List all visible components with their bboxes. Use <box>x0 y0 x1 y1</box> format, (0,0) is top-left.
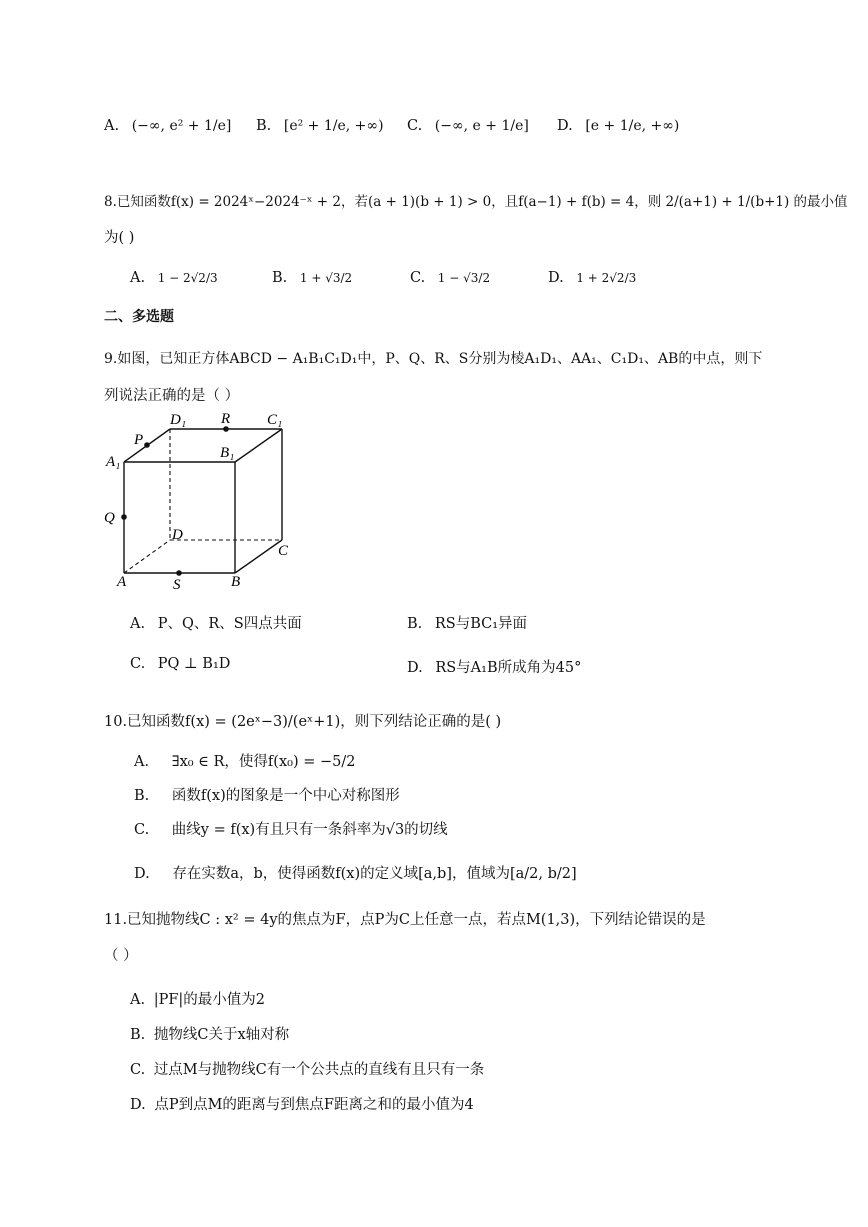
q7-option-b <box>256 118 384 134</box>
option-letter: B. <box>407 616 423 632</box>
option-text: PQ ⊥ B₁D <box>157 656 231 672</box>
q11-option-d <box>130 1093 474 1114</box>
q9-stem-line1: 9.如图，已知正方体ABCD − A₁B₁C₁D₁中，P、Q、R、S分别为棱A₁D₁、AA₁、C₁D₁、AB的中点，则下 <box>104 351 763 367</box>
point-p <box>144 442 150 448</box>
q7-option-a <box>104 118 231 134</box>
option-text: 点P到点M的距离与到焦点F距离之和的最小值为4 <box>154 1097 474 1113</box>
option-letter: C. <box>134 822 150 838</box>
edge-bc <box>235 540 282 573</box>
option-text: ∃x₀ ∈ R，使得f(x₀) = −5/2 <box>171 754 356 770</box>
section-heading: 二、多选题 <box>104 309 174 325</box>
option-letter: D. <box>134 866 150 882</box>
cube-figure <box>100 408 300 593</box>
label-d: D <box>172 527 183 543</box>
option-letter: A. <box>130 270 146 286</box>
label-s: S <box>173 577 181 593</box>
option-letter: B. <box>130 1027 146 1043</box>
option-letter: C. <box>130 656 146 672</box>
option-letter: C. <box>410 270 426 286</box>
q8-stem-line1: 8.已知函数f(x) = 2024ˣ−2024⁻ˣ + 2，若(a + 1)(b + 1) > 0，且f(a−1) + f(b) = 4，则 2/(a+1) + 1/(b+1) 的最小值 <box>104 194 848 210</box>
option-letter: D. <box>130 1097 146 1113</box>
edge-b1c1 <box>235 429 282 462</box>
option-text: 存在实数a，b，使得函数f(x)的定义域[a,b]，值域为[a/2, b/2] <box>172 866 577 882</box>
option-letter: B. <box>272 270 288 286</box>
point-r <box>223 426 229 432</box>
option-letter: C. <box>130 1062 146 1078</box>
q9-option-c <box>130 656 230 672</box>
q9-option-b <box>407 612 527 633</box>
label-c: C <box>278 543 289 559</box>
option-letter: A. <box>104 118 120 134</box>
label-b: B <box>231 574 241 590</box>
option-letter: D. <box>548 270 564 286</box>
point-q <box>121 514 127 520</box>
q8-option-c <box>410 270 490 286</box>
q8-option-b <box>272 270 352 286</box>
q8-option-d <box>548 270 636 286</box>
label-p: P <box>134 432 144 448</box>
q9-option-a <box>130 612 302 633</box>
option-expr: [e + 1/e, +∞) <box>585 118 680 134</box>
q11-option-c <box>130 1058 484 1079</box>
q11-stem-line2: （ ） <box>104 948 138 964</box>
option-text: |PF|的最小值为2 <box>153 992 266 1008</box>
label-c1: C₁ <box>267 412 283 428</box>
option-text: 过点M与抛物线C有一个公共点的直线有且只有一条 <box>153 1062 485 1078</box>
label-a: A <box>117 574 127 590</box>
q10-option-d <box>134 862 577 883</box>
q11-option-b <box>130 1023 289 1044</box>
option-expr: 1 − 2√2/3 <box>157 271 218 285</box>
q10-option-b <box>134 784 400 805</box>
option-letter: D. <box>557 118 573 134</box>
option-text: 抛物线C关于x轴对称 <box>153 1027 290 1043</box>
label-q: Q <box>104 510 115 526</box>
q10-option-c <box>134 818 448 839</box>
q10-option-a <box>134 750 355 771</box>
q8-stem-line2: 为( ) <box>104 230 135 246</box>
option-text: 函数f(x)的图象是一个中心对称图形 <box>171 788 400 804</box>
q11-stem-line1: 11.已知抛物线C : x² = 4y的焦点为F，点P为C上任意一点，若点M(1,3)，下列结论错误的是 <box>104 912 706 928</box>
option-text: RS与A₁B所成角为45° <box>435 660 582 676</box>
q7-option-d <box>557 118 679 134</box>
q7-option-c <box>407 118 529 134</box>
option-letter: B. <box>134 788 150 804</box>
q10-stem: 10.已知函数f(x) = (2eˣ−3)/(eˣ+1)，则下列结论正确的是( ) <box>104 714 502 730</box>
option-expr: 1 − √3/2 <box>437 271 491 285</box>
option-letter: B. <box>256 118 272 134</box>
option-expr: 1 + 2√2/3 <box>576 271 637 285</box>
option-letter: A. <box>130 616 146 632</box>
option-expr: [e² + 1/e, +∞) <box>283 118 384 134</box>
option-letter: C. <box>407 118 423 134</box>
option-expr: 1 + √3/2 <box>299 271 353 285</box>
label-b1: B₁ <box>220 445 235 461</box>
option-expr: (−∞, e + 1/e] <box>434 118 529 134</box>
label-d1: D₁ <box>170 412 187 428</box>
option-text: RS与BC₁异面 <box>434 616 528 632</box>
option-text: 曲线y = f(x)有且只有一条斜率为√3的切线 <box>171 822 448 838</box>
option-letter: D. <box>407 660 423 676</box>
label-r: R <box>221 411 231 427</box>
q11-option-a <box>130 988 265 1009</box>
option-letter: A. <box>134 754 150 770</box>
q9-stem-line2: 列说法正确的是（ ） <box>104 388 240 404</box>
point-s <box>176 570 182 576</box>
option-letter: A. <box>130 992 146 1008</box>
hidden-edge-ad <box>124 540 170 573</box>
label-a1: A₁ <box>106 454 121 470</box>
q9-option-d <box>407 656 581 677</box>
option-text: P、Q、R、S四点共面 <box>157 616 302 632</box>
option-expr: (−∞, e² + 1/e] <box>131 118 232 134</box>
q8-option-a <box>130 270 218 286</box>
